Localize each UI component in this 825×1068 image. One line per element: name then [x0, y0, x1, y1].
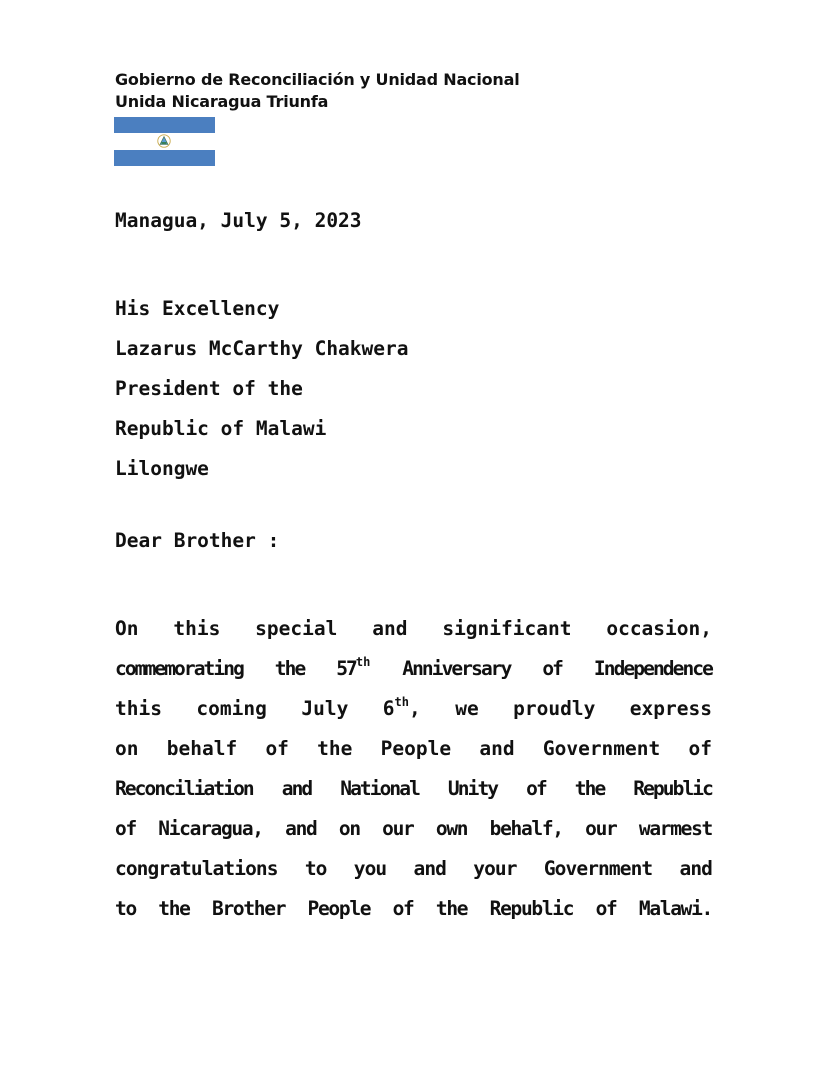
coat-of-arms-icon [157, 134, 171, 148]
body-line: on behalf of the People and Government of [115, 737, 712, 760]
body-line [115, 649, 712, 689]
ordinal-suffix: th [355, 655, 371, 669]
flag-middle-band [114, 133, 215, 149]
letterhead [115, 69, 520, 113]
body-line [115, 689, 712, 729]
body-line-text: Anniversary of Independence [370, 657, 712, 680]
recipient-position: President of the [115, 377, 303, 400]
body-line: congratulations to you and your Government and [115, 857, 712, 880]
ordinal-suffix: th [394, 695, 409, 709]
body-line: of Nicaragua, and on our own behalf, our warmest [115, 817, 712, 840]
flag-bottom-band [114, 150, 215, 166]
salutation: Dear Brother : [115, 529, 280, 552]
letterhead-slogan: Unida Nicaragua Triunfa [115, 92, 329, 111]
letter-body [115, 609, 712, 929]
recipient-city: Lilongwe [115, 457, 209, 480]
nicaragua-flag-icon [114, 117, 215, 166]
body-line: Reconciliation and National Unity of the Republic [115, 777, 712, 800]
body-line: to the Brother People of the Republic of Malawi. [115, 897, 712, 920]
recipient-name: Lazarus McCarthy Chakwera [115, 337, 409, 360]
letter-date: Managua, July 5, 2023 [115, 209, 362, 232]
body-line-text: commemorating the 57 [115, 657, 356, 680]
body-line: On this special and significant occasion, [115, 617, 712, 640]
flag-top-band [114, 117, 215, 133]
recipient-address [115, 289, 409, 489]
letterhead-government-name: Gobierno de Reconciliación y Unidad Nacional [115, 70, 520, 89]
body-line-text: this coming July 6 [115, 697, 395, 720]
recipient-country: Republic of Malawi [115, 417, 327, 440]
body-line-text: , we proudly express [408, 697, 712, 720]
recipient-title: His Excellency [115, 297, 280, 320]
